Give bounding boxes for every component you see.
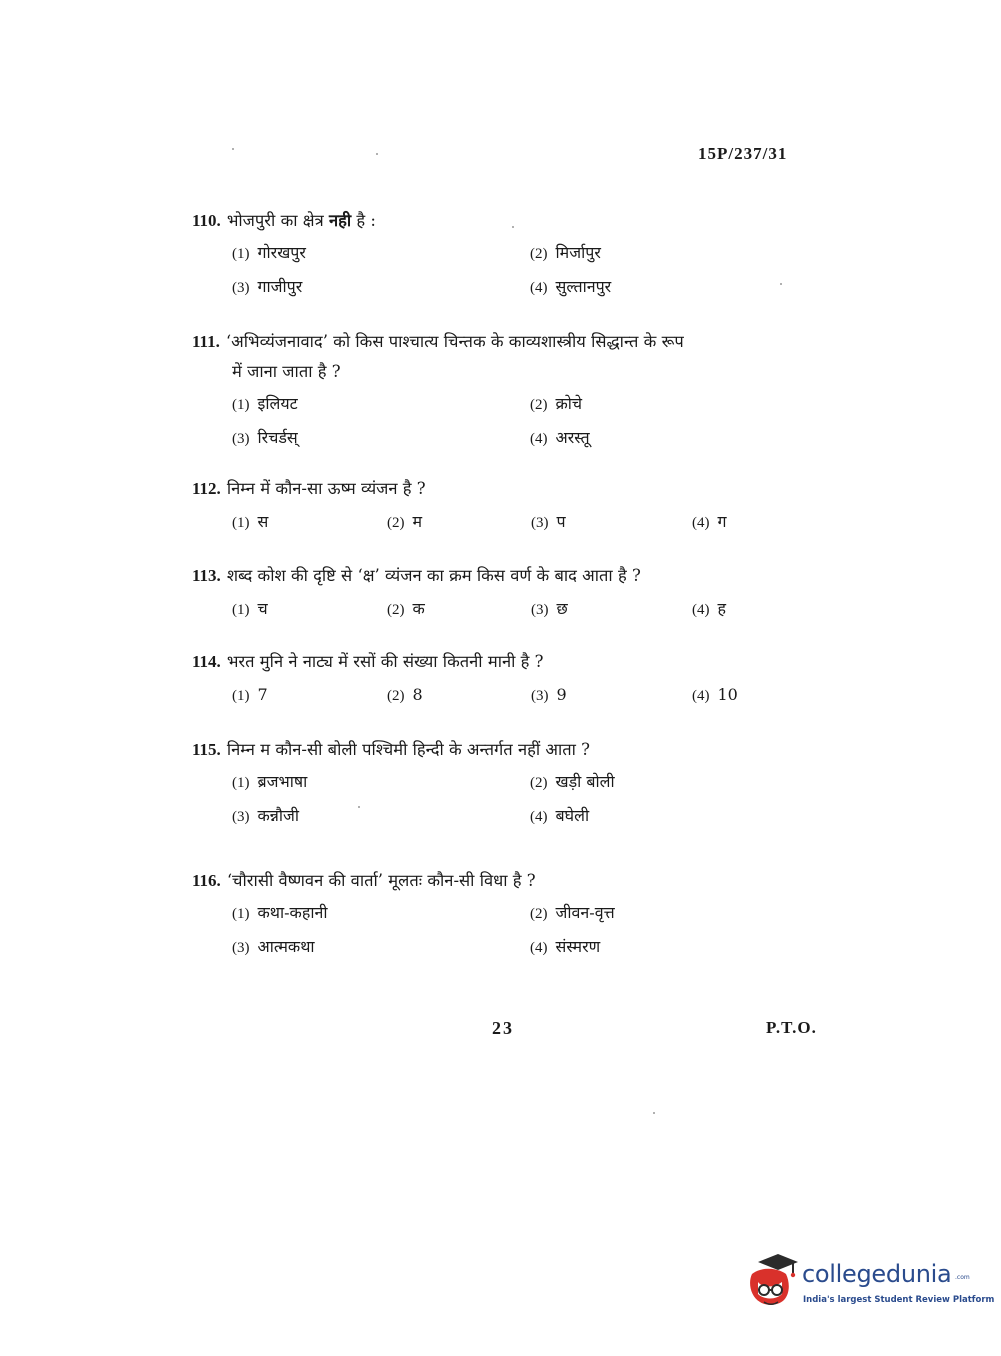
scan-speck (376, 153, 378, 155)
logo-tagline: India's largest Student Review Platform (803, 1295, 995, 1305)
question-number: 110. (192, 211, 221, 230)
question-text: निम्न म कौन-सी बोली पश्चिमी हिन्दी के अन्तर्गत नहीं आता ? (226, 740, 591, 759)
question-number: 113. (192, 566, 221, 585)
paper-code: 15P/237/31 (698, 144, 788, 163)
option-1: (1) स (232, 512, 269, 531)
option-list (192, 508, 832, 537)
question-text: ‘चौरासी वैष्णवन की वार्ता’ मूलतः कौन-सी विधा है ? (226, 871, 536, 890)
option-1: (1) कथा-कहानी (232, 903, 328, 922)
question-text-continued: में जाना जाता है ? (232, 362, 341, 381)
option-2: (2) म (387, 512, 423, 531)
option-list (192, 390, 832, 453)
option-3: (3) प (531, 512, 566, 531)
page-number: 23 (492, 1018, 514, 1038)
question-number: 112. (192, 479, 221, 498)
option-2: (2) 8 (387, 685, 423, 704)
question-text: निम्न में कौन-सा ऊष्म व्यंजन है ? (226, 479, 426, 498)
option-4: (4) अरस्तू (530, 428, 590, 447)
question-113 (192, 561, 832, 624)
question-stem (192, 866, 832, 896)
option-list (192, 681, 832, 710)
logo-suffix: .com (955, 1274, 970, 1281)
question-stem (192, 327, 832, 357)
question-stem (192, 561, 832, 591)
question-number: 114. (192, 652, 221, 671)
option-3: (3) 9 (531, 685, 567, 704)
option-1: (1) ब्रजभाषा (232, 772, 308, 791)
option-3: (3) छ (531, 599, 568, 618)
question-text: भोजपुरी का क्षेत्र नही है : (226, 211, 376, 230)
option-list (192, 899, 832, 962)
option-1: (1) 7 (232, 685, 268, 704)
question-116 (192, 866, 832, 962)
question-text: शब्द कोश की दृष्टि से ‘क्ष’ व्यंजन का क्रम किस वर्ण के बाद आता है ? (226, 566, 641, 585)
option-list (192, 768, 832, 831)
option-list (192, 239, 832, 302)
pto-label: P.T.O. (766, 1018, 817, 1037)
question-111 (192, 327, 832, 453)
question-112 (192, 474, 832, 537)
option-4: (4) 10 (692, 685, 738, 704)
option-2: (2) क (387, 599, 425, 618)
question-number: 116. (192, 871, 221, 890)
option-2: (2) मिर्जापुर (530, 243, 601, 262)
option-1: (1) च (232, 599, 268, 618)
option-list (192, 595, 832, 624)
scan-speck (232, 148, 234, 150)
logo-wordmark: collegedunia (802, 1260, 952, 1288)
option-1: (1) गोरखपुर (232, 243, 306, 262)
option-4: (4) बघेली (530, 806, 590, 825)
question-text: भरत मुनि ने नाट्य में रसों की संख्या कितनी मानी है ? (226, 652, 544, 671)
question-stem (192, 474, 832, 504)
option-3: (3) आत्मकथा (232, 937, 315, 956)
option-4: (4) ह (692, 599, 726, 618)
option-2: (2) जीवन-वृत्त (530, 903, 615, 922)
question-115 (192, 735, 832, 831)
option-2: (2) क्रोचे (530, 394, 583, 413)
collegedunia-logo (744, 1252, 995, 1314)
option-1: (1) इलियट (232, 394, 298, 413)
option-3: (3) गाजीपुर (232, 277, 303, 296)
question-114 (192, 647, 832, 710)
mascot-icon (744, 1252, 802, 1314)
option-2: (2) खड़ी बोली (530, 772, 615, 791)
option-4: (4) ग (692, 512, 727, 531)
question-stem (192, 647, 832, 677)
question-number: 111. (192, 332, 220, 351)
question-110 (192, 206, 832, 302)
question-stem (192, 206, 832, 236)
scan-speck (653, 1112, 655, 1114)
option-3: (3) रिचर्डस् (232, 428, 298, 447)
question-number: 115. (192, 740, 221, 759)
question-text: ‘अभिव्यंजनावाद’ को किस पाश्चात्य चिन्तक के काव्यशास्त्रीय सिद्धान्त के रूप (225, 332, 684, 351)
option-3: (3) कन्नौजी (232, 806, 300, 825)
option-4: (4) सुल्तानपुर (530, 277, 612, 296)
option-4: (4) संस्मरण (530, 937, 601, 956)
question-stem (192, 735, 832, 765)
